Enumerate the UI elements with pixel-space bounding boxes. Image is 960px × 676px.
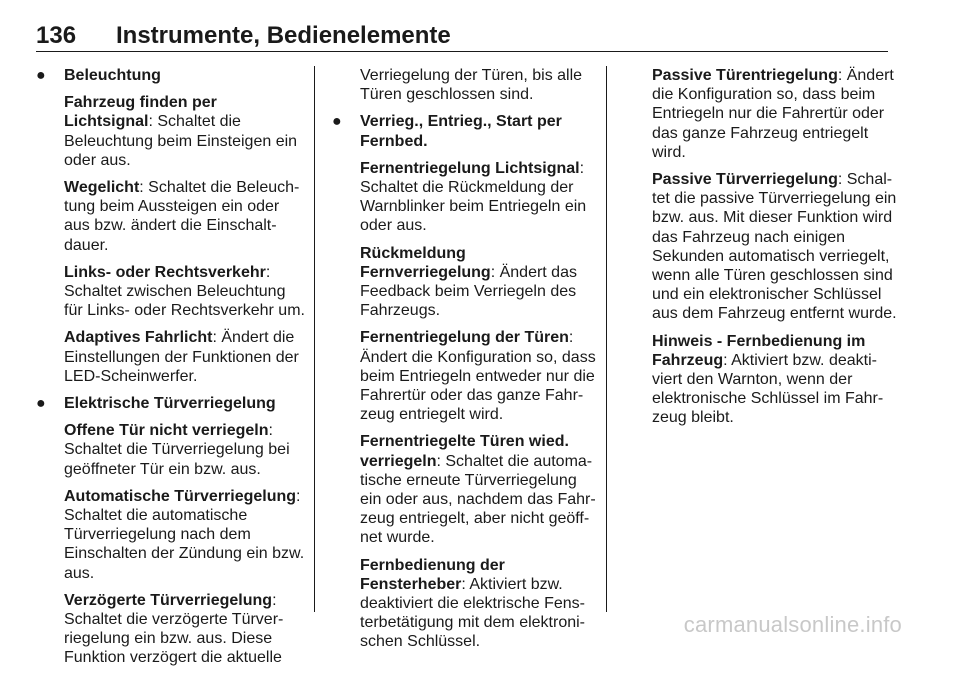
setting-text: : Schaltet die Rückmeldung der Warnblinker beim Entriegeln ein oder aus. — [360, 159, 587, 235]
setting-text: : Schaltet zwischen Beleuchtung für Links- oder Rechtsverkehr um. — [64, 263, 305, 320]
continuation-text: Verriegelung der Türen, bis alle Türen geschlossen sind. — [360, 67, 583, 104]
item-title: Beleuchtung — [64, 67, 161, 84]
setting-entry — [360, 432, 597, 547]
setting-term: Rückmeldung Fernverriegelung — [360, 244, 491, 281]
setting-text: : Schaltet die Beleuchtung beim Einsteigen ein oder aus. — [64, 113, 298, 169]
setting-text: : Ändert die Konfiguration so, dass beim Entriegeln nur die Fahrertür oder das ganze Fahrzeug entriegelt wird. — [652, 67, 894, 161]
setting-entry — [652, 332, 897, 428]
setting-entry — [360, 244, 597, 321]
setting-term: Hinweis - Fernbedienung im Fahrzeug — [652, 332, 866, 369]
setting-text: : Ändert das Feedback beim Verriegeln des Fahrzeugs. — [360, 263, 577, 320]
bullet-item-tuerverriegelung — [36, 394, 308, 668]
watermark: carmanualsonline.info — [683, 612, 902, 637]
setting-term: Links- oder Rechtsverkehr — [64, 263, 266, 281]
setting-term: Passive Türentriegelung — [652, 67, 838, 84]
setting-term: Automatische Türverriegelung — [64, 487, 297, 505]
setting-entry — [652, 66, 897, 162]
setting-text: : Ändert die Konfiguration so, dass beim Entriegeln entweder nur die Fahrertür oder das ganze Fahrzeug entriegelt wird. — [360, 329, 596, 424]
column-divider-1 — [314, 66, 315, 612]
column-3 — [652, 66, 897, 436]
setting-entry — [64, 591, 308, 668]
page-number: 136 — [36, 22, 77, 49]
bullet-item-fernbedienung — [332, 112, 597, 651]
setting-term: Wegelicht — [64, 179, 140, 197]
setting-entry — [360, 556, 597, 652]
setting-entry — [64, 328, 308, 386]
setting-term: Offene Tür nicht verriegeln — [64, 422, 269, 440]
setting-term: Verzögerte Türverriegelung — [64, 591, 273, 609]
setting-term: Fernbedienung der Fensterheber — [360, 556, 505, 593]
setting-text: : Schaltet die Beleuchtung beim Aussteigen ein oder aus bzw. ändert die Einschaltdauer. — [64, 179, 300, 254]
bullet-item-beleuchtung — [36, 66, 308, 386]
setting-entry — [64, 178, 308, 255]
setting-term: Adaptives Fahrlicht — [64, 329, 213, 347]
setting-entry — [360, 328, 597, 424]
column-1 — [36, 66, 308, 676]
setting-term: Fernentriegelung Lichtsignal — [360, 159, 580, 177]
page-header — [36, 18, 888, 52]
setting-text: : Schaltet die automatische erneute Türverriegelung ein oder aus, nachdem das Fahrzeug entriegelt, aber nicht geöffnet wurde. — [360, 452, 596, 547]
setting-entry — [64, 421, 308, 479]
column-divider-2 — [606, 66, 607, 612]
setting-term: Fernentriegelung der Türen — [360, 329, 569, 347]
item-title: Elektrische Türverriegelung — [64, 395, 276, 413]
bullet-icon: ● — [332, 113, 342, 131]
setting-entry — [64, 263, 308, 321]
setting-text: : Schaltet die passive Türverriegelung ein bzw. aus. Mit dieser Funktion wird das Fahrzeug nach einigen Sekunden automatisch verriegelt, wenn alle Türen geschlossen sind und ein elektronischer Schlüssel aus dem Fahrzeug entfernt wurde. — [652, 171, 897, 323]
setting-text: : Ändert die Einstellungen der Funktionen der LED-Scheinwerfer. — [64, 329, 299, 385]
setting-text: : Aktiviert bzw. deaktiviert die elektrische Fensterbetätigung mit dem elektronischen Schlüssel. — [360, 575, 585, 651]
page-title: Instrumente, Bedienelemente — [116, 22, 451, 49]
setting-term: Passive Türverriegelung — [652, 171, 838, 189]
setting-text: : Schaltet die automatische Türverriegelung nach dem Einschalten der Zündung ein bzw. aus. — [64, 487, 305, 582]
column-2 — [332, 66, 597, 660]
setting-term: Fahrzeug finden per Lichtsignal — [64, 94, 217, 131]
setting-entry — [652, 170, 897, 324]
setting-text: : Schaltet die Türverriegelung bei geöffneter Tür ein bzw. aus. — [64, 422, 290, 478]
setting-term: Fernentriegelte Türen wied. verriegeln — [360, 433, 569, 470]
bullet-icon: ● — [36, 67, 46, 84]
bullet-icon: ● — [36, 395, 46, 413]
setting-text: : Schaltet die verzögerte Türverriegelung ein bzw. aus. Diese Funktion verzögert die aktuelle — [64, 591, 284, 667]
header-rule — [36, 51, 888, 52]
item-title: Verrieg., Entrieg., Start per Fernbed. — [360, 113, 562, 150]
setting-entry — [64, 487, 308, 583]
setting-text: : Aktiviert bzw. deaktiviert den Warnton, wenn der elektronische Schlüssel im Fahrzeug bleibt. — [652, 351, 884, 427]
setting-entry — [360, 159, 597, 236]
continuation-block — [332, 66, 597, 104]
setting-entry — [64, 93, 308, 170]
